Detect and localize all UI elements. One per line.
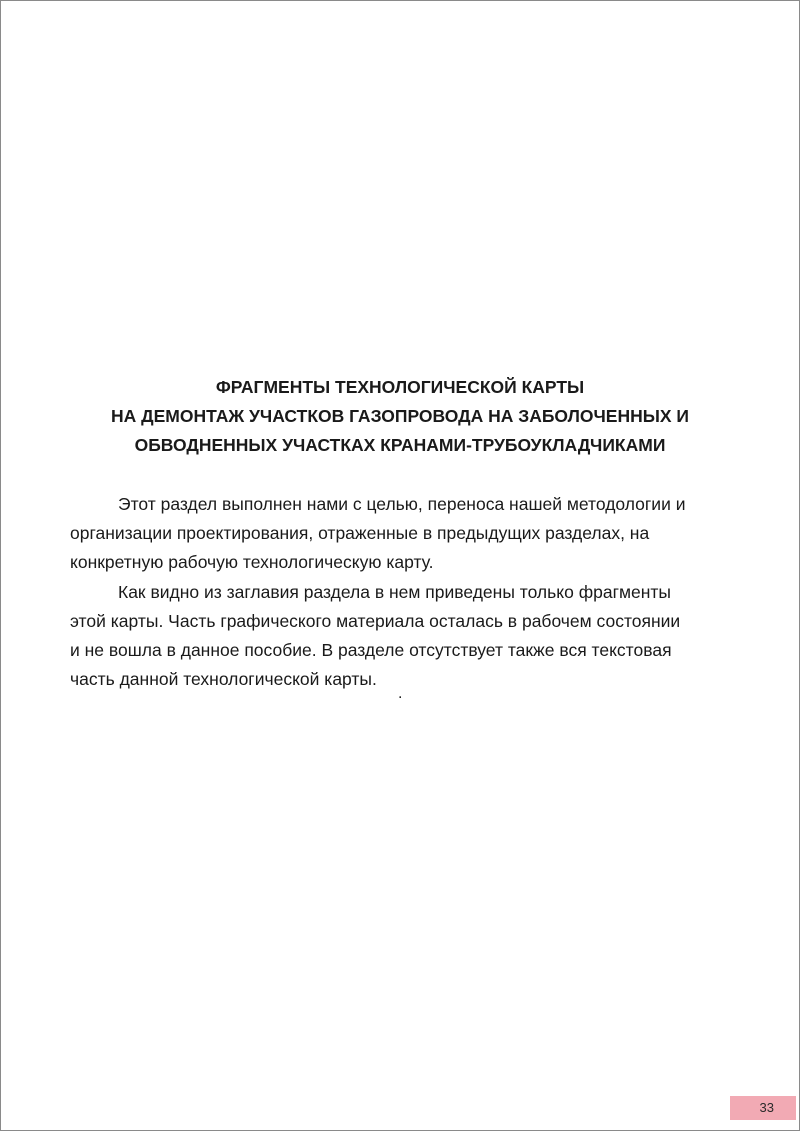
heading-line-3: ОБВОДНЕННЫХ УЧАСТКАХ КРАНАМИ-ТРУБОУКЛАДЧИКАМИ [134,435,666,455]
paragraph-2 [70,578,735,695]
heading-line-1: ФРАГМЕНТЫ ТЕХНОЛОГИЧЕСКОЙ КАРТЫ [215,377,585,397]
paragraph-1-line-2: организации проектирования, отраженные в предыдущих разделах, на [70,523,650,544]
stray-dot: . [398,685,403,702]
paragraph-1-line-3: конкретную рабочую технологическую карту. [70,552,434,573]
page-number: 33 [730,1096,796,1120]
paragraph-2-line-1: Как видно из заглавия раздела в нем приведены только фрагменты [118,581,671,602]
paragraph-1-line-1: Этот раздел выполнен нами с целью, переноса нашей методологии и [118,494,686,514]
section-heading [0,373,800,460]
paragraph-2-line-4: часть данной технологической карты. [70,669,377,690]
body-text [70,490,735,694]
heading-line-2: НА ДЕМОНТАЖ УЧАСТКОВ ГАЗОПРОВОДА НА ЗАБОЛОЧЕННЫХ И [111,406,689,426]
paragraph-2-line-3: и не вошла в данное пособие. В разделе отсутствует также вся текстовая [70,640,672,661]
paragraph-2-line-2: этой карты. Часть графического материала осталась в рабочем состоянии [70,610,681,631]
paragraph-1 [70,490,735,578]
